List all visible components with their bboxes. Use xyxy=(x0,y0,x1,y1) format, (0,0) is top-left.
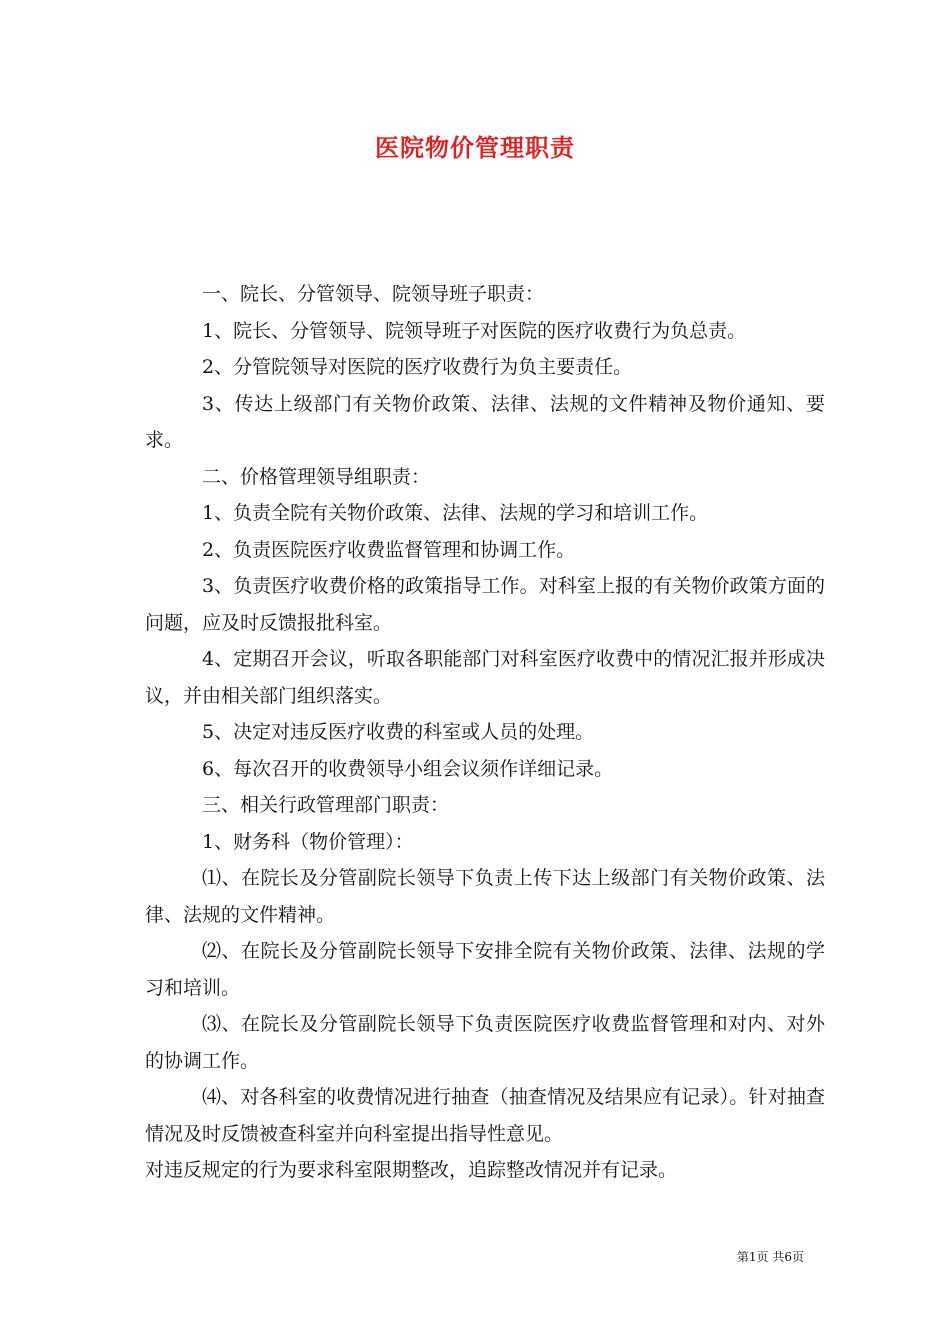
paragraph: 5、决定对违反医疗收费的科室或人员的处理。 xyxy=(202,721,595,743)
paragraph: 2、分管院领导对医院的医疗收费行为负主要责任。 xyxy=(202,356,633,378)
paragraph: 对违反规定的行为要求科室限期整改，追踪整改情况并有记录。 xyxy=(145,1159,678,1181)
section-heading-3: 三、相关行政管理部门职责： xyxy=(202,794,450,816)
paragraph: 6、每次召开的收费领导小组会议须作详细记录。 xyxy=(202,757,614,780)
paragraph: ⑵、在院长及分管副院长领导下安排全院有关物价政策、法律、法规的学习和培训。 xyxy=(145,940,825,999)
paragraph: ⑷、对各科室的收费情况进行抽查（抽查情况及结果应有记录）。针对抽查情况及时反馈被查科室并向科室提出指导性意见。 xyxy=(145,1086,825,1145)
paragraph: ⑴、在院长及分管副院长领导下负责上传下达上级部门有关物价政策、法律、法规的文件精神。 xyxy=(145,867,825,926)
paragraph: 4、定期召开会议，听取各职能部门对科室医疗收费中的情况汇报并形成决议，并由相关部门组织落实。 xyxy=(145,648,825,707)
paragraph: 1、负责全院有关物价政策、法律、法规的学习和培训工作。 xyxy=(202,502,709,524)
paragraph: 2、负责医院医疗收费监督管理和协调工作。 xyxy=(202,538,576,561)
page-title: 医院物价管理职责 xyxy=(375,133,575,162)
paragraph: 1、院长、分管领导、院领导班子对医院的医疗收费行为负总责。 xyxy=(202,319,747,342)
section-heading-1: 一、院长、分管领导、院领导班子职责： xyxy=(202,283,545,305)
document-body xyxy=(145,276,825,1189)
paragraph: 3、负责医疗收费价格的政策指导工作。对科室上报的有关物价政策方面的问题，应及时反馈报批科室。 xyxy=(145,575,825,634)
section-heading-2: 二、价格管理领导组职责： xyxy=(202,465,431,488)
subsection-heading: 1、财务科（物价管理）： xyxy=(202,830,414,853)
page-footer: 第1页 共6页 xyxy=(736,1250,804,1264)
paragraph: ⑶、在院长及分管副院长领导下负责医院医疗收费监督管理和对内、对外的协调工作。 xyxy=(145,1013,825,1072)
paragraph: 3、传达上级部门有关物价政策、法律、法规的文件精神及物价通知、要求。 xyxy=(145,392,825,451)
